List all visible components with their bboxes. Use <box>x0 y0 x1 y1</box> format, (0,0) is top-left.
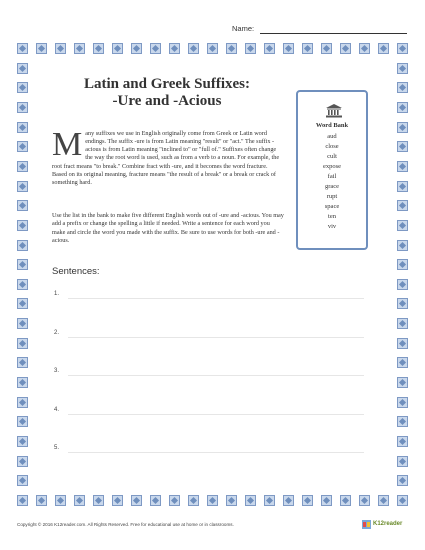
word-bank-item: ten <box>328 213 336 220</box>
worksheet-title <box>62 76 272 110</box>
border-tile <box>397 456 408 467</box>
sentence-row-3[interactable] <box>54 368 364 378</box>
sentence-number: 2. <box>54 330 60 336</box>
border-tile <box>397 259 408 270</box>
border-tile <box>397 377 408 388</box>
border-tile <box>17 475 28 486</box>
border-tile <box>17 63 28 74</box>
border-tile <box>150 43 161 54</box>
border-tile <box>17 298 28 309</box>
border-tile <box>112 495 123 506</box>
sentence-number: 4. <box>54 407 60 413</box>
border-tile <box>17 43 28 54</box>
border-tile <box>93 43 104 54</box>
border-tile <box>17 397 28 408</box>
word-bank-item: close <box>325 143 339 150</box>
border-tile <box>17 416 28 427</box>
border-tile <box>397 475 408 486</box>
border-tile <box>397 220 408 231</box>
intro-text: any suffixes we use in English originally come from Greek or Latin word endings. The suffix -ure is from Latin meaning "result" or "act." The suffix -acious is from Latin meaning "inclined to" or "full of." Suffixes often change the way the root word is used, such as from a verb to a noun. For example, the root fract means "to break." Combine fract with -ure, and it becomes the word fracture. Based on its original meaning, fracture means "the result of a break" or a break or crack of something hard. <box>52 130 280 186</box>
border-tile <box>397 318 408 329</box>
border-tile <box>302 43 313 54</box>
border-tile <box>93 495 104 506</box>
border-tile <box>397 82 408 93</box>
border-tile <box>188 495 199 506</box>
border-tile <box>397 338 408 349</box>
border-tile <box>397 397 408 408</box>
border-tile <box>378 495 389 506</box>
border-tile <box>226 43 237 54</box>
border-tile <box>397 357 408 368</box>
border-tile <box>17 161 28 172</box>
border-tile <box>397 141 408 152</box>
border-tile <box>207 495 218 506</box>
k12reader-logo <box>362 519 412 531</box>
name-field[interactable] <box>232 24 407 36</box>
border-tile <box>397 279 408 290</box>
border-tile <box>36 495 47 506</box>
border-tile <box>397 122 408 133</box>
border-tile <box>17 436 28 447</box>
border-tile <box>55 495 66 506</box>
border-tile <box>264 495 275 506</box>
border-tile <box>17 122 28 133</box>
sentence-line[interactable] <box>68 337 364 338</box>
border-tile <box>17 456 28 467</box>
border-tile <box>17 220 28 231</box>
border-tile <box>378 43 389 54</box>
word-bank-item: viv <box>327 223 337 230</box>
word-bank-item: space <box>324 203 340 210</box>
word-bank-item: grace <box>324 183 340 190</box>
word-bank-item: aud <box>327 133 337 140</box>
border-tile <box>112 43 123 54</box>
copyright-footer: Copyright © 2016 K12reader.com. All Rights Reserved. Free for educational use at home or in classrooms. <box>17 522 234 527</box>
border-tile <box>397 240 408 251</box>
border-tile <box>397 63 408 74</box>
border-tile <box>245 43 256 54</box>
border-tile <box>55 43 66 54</box>
border-tile <box>17 82 28 93</box>
border-tile <box>397 298 408 309</box>
sentence-row-5[interactable] <box>54 445 364 455</box>
border-tile <box>17 200 28 211</box>
border-tile <box>321 43 332 54</box>
instructions-paragraph: Use the list in the bank to make five different English words out of -ure and -acious. You may add a prefix or change the spelling a little if needed. Write a sentence for each word you make and circle the word you made with the suffix. Be sure to use words for both -ure and -acious. <box>52 212 284 244</box>
word-bank-item: rupt <box>326 193 338 200</box>
border-tile <box>17 102 28 113</box>
sentence-row-4[interactable] <box>54 407 364 417</box>
border-tile <box>150 495 161 506</box>
name-label: Name: <box>232 24 255 33</box>
sentence-line[interactable] <box>68 375 364 376</box>
sentence-row-1[interactable] <box>54 291 364 301</box>
sentence-number: 1. <box>54 291 60 297</box>
border-tile <box>74 495 85 506</box>
border-tile <box>264 43 275 54</box>
bank-building-icon <box>326 104 342 118</box>
sentences-heading: Sentences: <box>52 266 100 277</box>
border-tile <box>397 416 408 427</box>
border-tile <box>17 279 28 290</box>
border-tile <box>302 495 313 506</box>
word-bank-list <box>298 132 366 232</box>
border-tile <box>359 495 370 506</box>
border-tile <box>245 495 256 506</box>
border-tile <box>17 259 28 270</box>
sentence-row-2[interactable] <box>54 330 364 340</box>
word-bank-box <box>296 90 368 250</box>
border-tile <box>169 43 180 54</box>
sentence-number: 3. <box>54 368 60 374</box>
border-tile <box>17 495 28 506</box>
title-line-2: -Ure and -Acious <box>112 93 222 109</box>
border-tile <box>397 43 408 54</box>
border-tile <box>397 102 408 113</box>
border-tile <box>359 43 370 54</box>
word-bank-item: cult <box>327 153 337 160</box>
border-tile <box>207 43 218 54</box>
sentence-line[interactable] <box>68 414 364 415</box>
sentence-line[interactable] <box>68 452 364 453</box>
border-tile <box>340 495 351 506</box>
border-tile <box>17 318 28 329</box>
border-tile <box>17 377 28 388</box>
border-tile <box>74 43 85 54</box>
word-bank-item: fail <box>327 173 337 180</box>
border-tile <box>397 495 408 506</box>
title-line-1: Latin and Greek Suffixes: <box>84 76 250 92</box>
border-tile <box>397 181 408 192</box>
border-tile <box>131 43 142 54</box>
border-tile <box>17 141 28 152</box>
border-tile <box>321 495 332 506</box>
logo-text: K12reader <box>373 521 403 527</box>
drop-cap: M <box>52 126 83 163</box>
border-tile <box>283 495 294 506</box>
border-tile <box>17 181 28 192</box>
border-tile <box>17 357 28 368</box>
border-tile <box>397 436 408 447</box>
border-tile <box>17 338 28 349</box>
border-tile <box>17 240 28 251</box>
border-tile <box>36 43 47 54</box>
border-tile <box>340 43 351 54</box>
border-tile <box>226 495 237 506</box>
sentence-line[interactable] <box>68 298 364 299</box>
border-tile <box>131 495 142 506</box>
word-bank-title: Word Bank <box>315 122 349 129</box>
border-tile <box>397 161 408 172</box>
border-tile <box>283 43 294 54</box>
logo-flag-icon <box>362 520 371 529</box>
border-tile <box>188 43 199 54</box>
sentence-number: 5. <box>54 445 60 451</box>
border-tile <box>169 495 180 506</box>
name-line[interactable] <box>260 33 407 34</box>
border-tile <box>397 200 408 211</box>
word-bank-item: expose <box>322 163 342 170</box>
intro-paragraph <box>52 126 282 187</box>
